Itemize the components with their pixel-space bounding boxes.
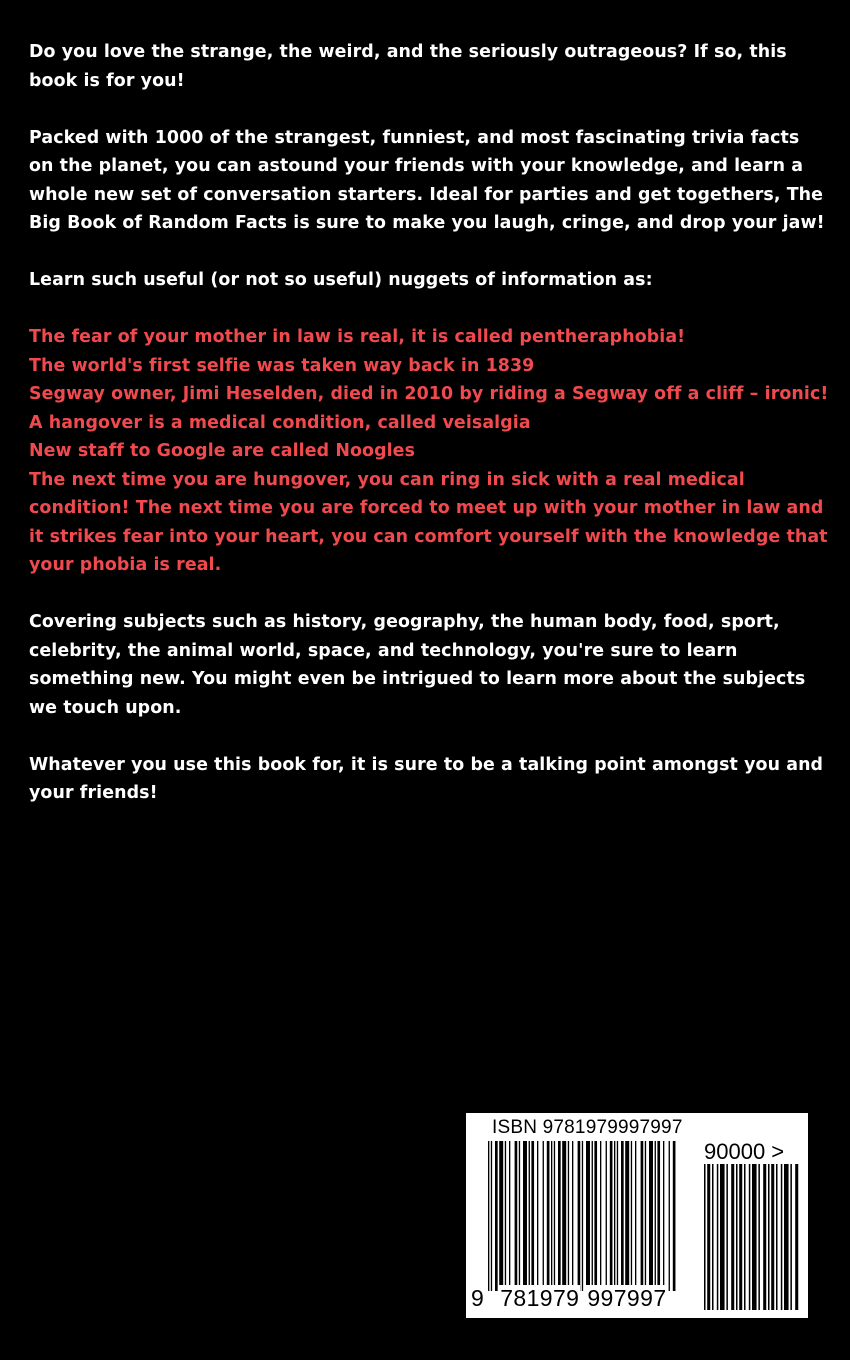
barcode-bar xyxy=(635,1141,636,1291)
barcode-bar xyxy=(739,1164,742,1310)
barcode-bar xyxy=(515,1141,518,1291)
barcode-bar xyxy=(717,1164,719,1310)
barcode-digit-group-left: 781979 xyxy=(500,1285,580,1311)
barcode-digit-first: 9 xyxy=(471,1285,485,1311)
fact-item: New staff to Google are called Noogles xyxy=(29,441,416,461)
barcode-bar xyxy=(736,1164,738,1310)
barcode-bar xyxy=(606,1141,607,1291)
barcode-bar xyxy=(551,1141,552,1291)
barcode-bar xyxy=(776,1164,778,1310)
barcode-bar xyxy=(488,1141,489,1291)
barcode-bar xyxy=(749,1164,751,1310)
blurb xyxy=(29,38,829,836)
barcode-bars-main xyxy=(488,1141,676,1291)
barcode-bar xyxy=(763,1164,766,1310)
barcode-bar xyxy=(568,1141,569,1291)
fact-item: Segway owner, Jimi Heselden, died in 2010 by riding a Segway off a cliff – ironic! xyxy=(29,384,829,404)
barcode-bar xyxy=(509,1141,510,1291)
barcode-bar xyxy=(519,1141,520,1291)
barcode-digits xyxy=(470,1285,668,1312)
barcode-bar xyxy=(617,1141,618,1291)
price-code: 90000 > xyxy=(704,1139,785,1164)
barcode-bar xyxy=(768,1164,770,1310)
barcode-bar xyxy=(631,1141,632,1291)
fact-item: The world's first selfie was taken way back in 1839 xyxy=(29,355,535,376)
barcode-bar xyxy=(594,1141,597,1291)
isbn-label: ISBN 9781979997997 xyxy=(492,1117,683,1138)
barcode-bar xyxy=(790,1164,792,1310)
closing-paragraph: Whatever you use this book for, it is sure to be a talking point amongst you and your friends! xyxy=(29,754,824,803)
barcode-bar xyxy=(712,1164,714,1310)
barcode-bar xyxy=(781,1164,783,1310)
barcode-bars-addon xyxy=(704,1164,800,1310)
barcode-bar xyxy=(649,1141,653,1291)
barcode-bar xyxy=(529,1141,530,1291)
facts-list xyxy=(29,323,829,580)
barcode-bar xyxy=(495,1141,498,1291)
barcode-bar xyxy=(537,1141,538,1291)
barcode-bar xyxy=(543,1141,544,1291)
subjects-paragraph: Covering subjects such as history, geography, the human body, food, sport, celebrity, the animal world, space, and technology, you're sure to learn something new. You might even be intrigued to learn more about the subjects we touch upon. xyxy=(29,612,806,718)
barcode-bar xyxy=(614,1141,615,1291)
barcode-bar xyxy=(586,1141,590,1291)
description-paragraph: Packed with 1000 of the strangest, funniest, and most fascinating trivia facts on the planet, you can astound your friends with your knowledge, and learn a whole new set of conversation starters. Ideal for parties and get togethers, The Big Book of Random Facts is sure to make you laugh, cringe, and drop your jaw! xyxy=(29,127,825,233)
barcode-digit-group-right: 997997 xyxy=(587,1285,667,1311)
barcode-bar xyxy=(592,1141,593,1291)
barcode-bar xyxy=(621,1141,624,1291)
barcode-bar xyxy=(669,1141,670,1291)
barcode-bar xyxy=(795,1164,798,1310)
barcode-bar xyxy=(707,1164,710,1310)
barcode-bar xyxy=(752,1164,757,1310)
barcode-bar xyxy=(505,1141,506,1291)
barcode-bar xyxy=(558,1141,561,1291)
barcode-bar xyxy=(673,1141,676,1291)
barcode-bar xyxy=(610,1141,613,1291)
barcode-bar xyxy=(554,1141,555,1291)
barcode-bar xyxy=(704,1164,706,1310)
barcode-bar xyxy=(491,1141,492,1291)
barcode-bar xyxy=(641,1141,644,1291)
barcode-bar xyxy=(562,1141,566,1291)
barcode-bar xyxy=(625,1141,629,1291)
barcode-bar xyxy=(655,1141,656,1291)
barcode-bar xyxy=(600,1141,601,1291)
barcode-bar xyxy=(523,1141,527,1291)
barcode-bar xyxy=(657,1141,660,1291)
barcode-bar xyxy=(572,1141,573,1291)
fact-item: The fear of your mother in law is real, it is called pentheraphobia! xyxy=(29,327,686,347)
barcode-bar xyxy=(663,1141,664,1291)
barcode-bar xyxy=(744,1164,746,1310)
barcode-bar xyxy=(726,1164,728,1310)
barcode xyxy=(466,1113,808,1318)
barcode-bar xyxy=(720,1164,725,1310)
fact-item: The next time you are hungover, you can ring in sick with a real medical condition! The next time you are forced to meet up with your mother in law and it strikes fear into your heart, you can comfort yourself with the knowledge that your phobia is real. xyxy=(29,469,828,575)
intro-paragraph: Do you love the strange, the weird, and the seriously outrageous? If so, this book is for you! xyxy=(29,42,787,91)
barcode-bar xyxy=(771,1164,774,1310)
learn-paragraph: Learn such useful (or not so useful) nuggets of information as: xyxy=(29,270,653,290)
barcode-bar xyxy=(499,1141,503,1291)
barcode-bar xyxy=(731,1164,734,1310)
barcode-bar xyxy=(582,1141,583,1291)
barcode-bar xyxy=(578,1141,581,1291)
barcode-bar xyxy=(547,1141,550,1291)
barcode-bar xyxy=(645,1141,646,1291)
barcode-bar xyxy=(784,1164,789,1310)
barcode-bar xyxy=(531,1141,534,1291)
fact-item: A hangover is a medical condition, called veisalgia xyxy=(29,412,531,433)
barcode-bar xyxy=(758,1164,760,1310)
